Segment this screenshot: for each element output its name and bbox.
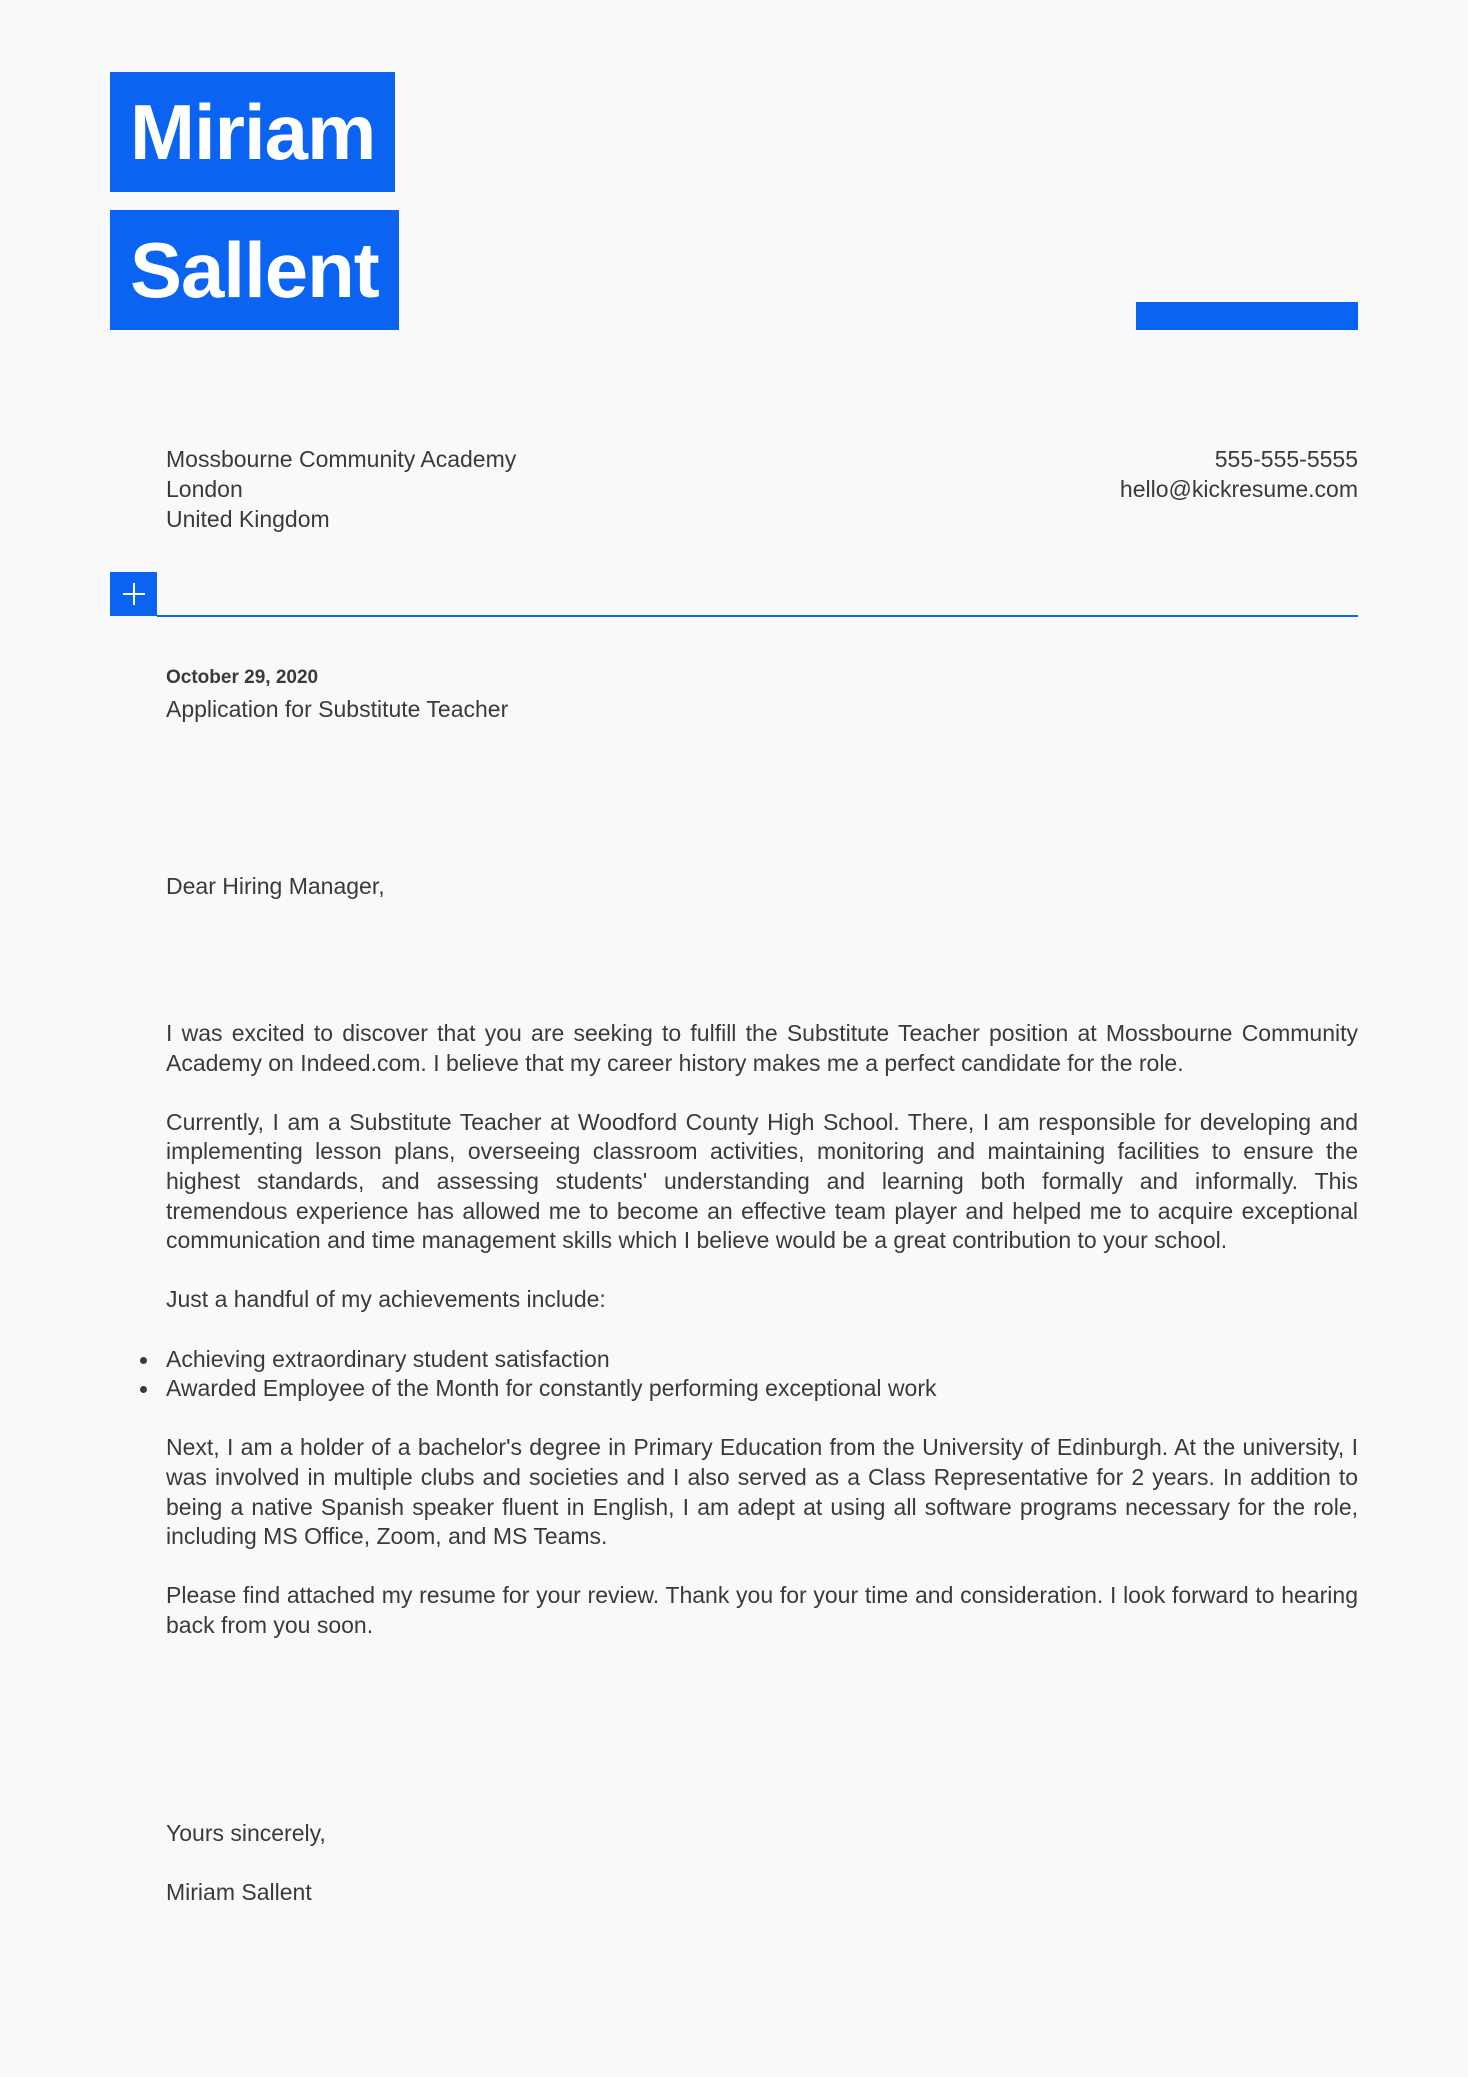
recipient-address	[166, 444, 516, 534]
body-paragraph: Next, I am a holder of a bachelor's degree in Primary Education from the University of Edinburgh. At the university, I was involved in multiple clubs and societies and I also served as a Class Representative for 2 years. In addition to being a native Spanish speaker fluent in English, I am adept at using all software programs necessary for the role, including MS Office, Zoom, and MS Teams.	[166, 1434, 1358, 1550]
contact-info	[1120, 444, 1358, 504]
body-paragraph: Just a handful of my achievements include:	[166, 1286, 606, 1313]
name-first-block: Miriam	[110, 72, 395, 192]
recipient-organization: Mossbourne Community Academy	[166, 446, 517, 472]
letter-date: October 29, 2020	[166, 667, 319, 688]
recipient-country: United Kingdom	[166, 506, 330, 532]
name-last-block: Sallent	[110, 210, 399, 330]
letter-signature: Miriam Sallent	[166, 1879, 312, 1905]
list-item: Achieving extraordinary student satisfaction	[166, 1345, 1358, 1375]
letter-body	[166, 1019, 1358, 1670]
recipient-city: London	[166, 476, 243, 502]
achievements-list	[166, 1345, 1358, 1404]
contact-email: hello@kickresume.com	[1119, 476, 1358, 502]
body-paragraph: Please find attached my resume for your review. Thank you for your time and consideration. I look forward to hearing back from you soon.	[166, 1582, 1358, 1638]
accent-bar	[1136, 302, 1358, 330]
letter-greeting: Dear Hiring Manager,	[166, 873, 385, 899]
body-paragraph: Currently, I am a Substitute Teacher at Woodford County High School. There, I am responsible for developing and implementing lesson plans, overseeing classroom activities, monitoring and maintaining facilities to ensure the highest standards, and assessing students' understanding and learning both formally and informally. This tremendous experience has allowed me to become an effective team player and helped me to acquire exceptional communication and time management skills which I believe would be a great contribution to your school.	[166, 1108, 1358, 1254]
section-divider	[157, 615, 1358, 617]
plus-icon	[110, 572, 157, 616]
contact-phone: 555-555-5555	[1214, 446, 1358, 472]
list-item: Awarded Employee of the Month for constantly performing exceptional work	[166, 1374, 1358, 1404]
letter-closing: Yours sincerely,	[166, 1820, 326, 1846]
body-paragraph: I was excited to discover that you are seeking to fulfill the Substitute Teacher position at Mossbourne Community Academy on Indeed.com. I believe that my career history makes me a perfect candidate for the role.	[166, 1020, 1358, 1076]
letter-subject: Application for Substitute Teacher	[166, 696, 509, 722]
